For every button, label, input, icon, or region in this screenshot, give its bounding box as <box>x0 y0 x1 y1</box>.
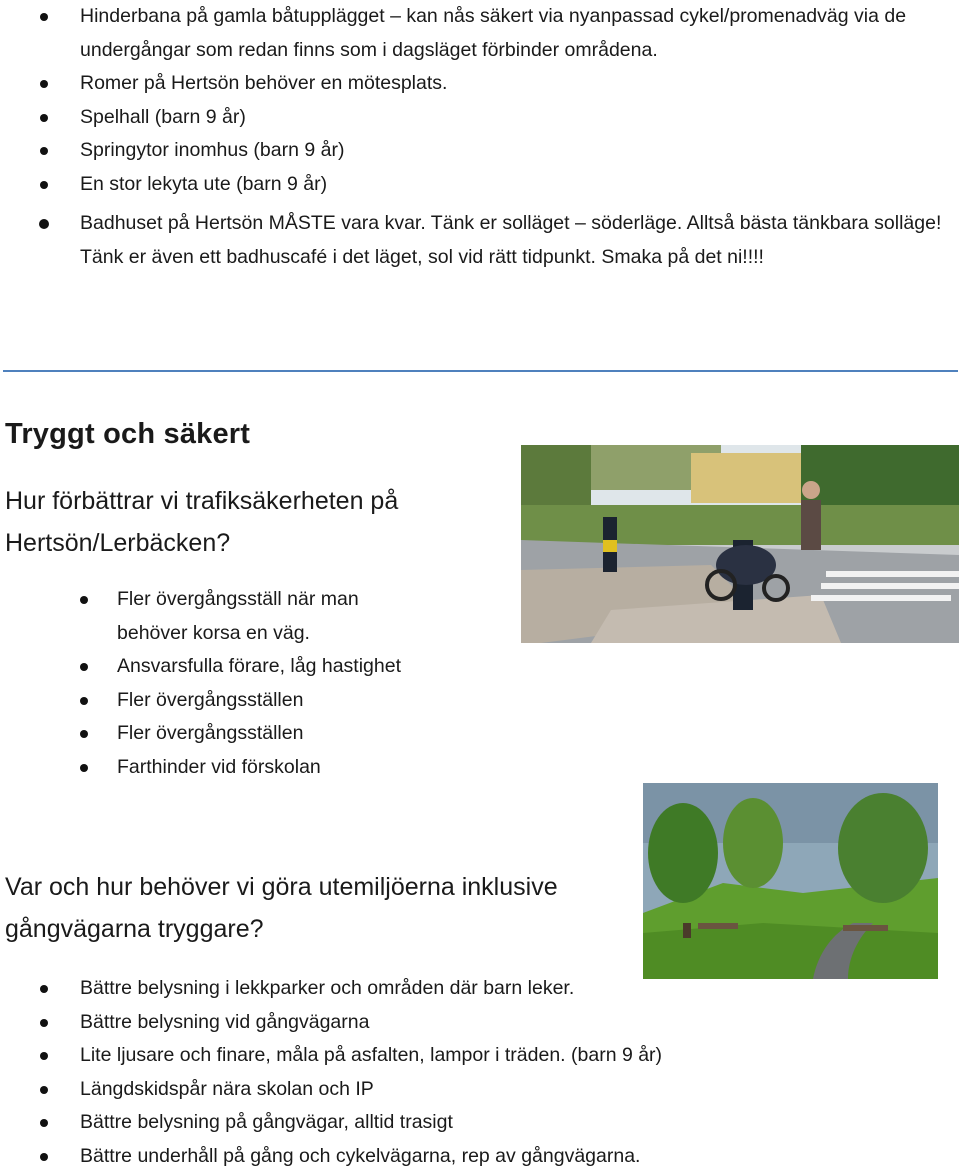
outdoor-bullet-list <box>0 972 950 1173</box>
list-item: Bättre belysning vid gångvägarna <box>0 1006 950 1040</box>
list-item: Farthinder vid förskolan <box>0 751 420 785</box>
list-item: Fler övergångsställen <box>0 717 420 751</box>
list-item: Längdskidspår nära skolan och IP <box>0 1073 950 1107</box>
list-item: Fler övergångsställen <box>0 684 420 718</box>
list-item: Badhuset på Hertsön MÅSTE vara kvar. Tänk er solläget – söderläge. Alltså bästa tänkbara solläge! Tänk er även ett badhuscafé i det läget, sol vid rätt tidpunkt. Smaka på det ni!!!! <box>0 207 950 274</box>
list-item: Bättre underhåll på gång och cykelvägarna, rep av gångvägarna. <box>0 1140 950 1173</box>
park-path-photo <box>643 783 938 979</box>
traffic-bullet-list <box>0 583 420 784</box>
traffic-safety-question: Hur förbättrar vi trafiksäkerheten på Hertsön/Lerbäcken? <box>5 480 505 564</box>
list-item: Bättre belysning på gångvägar, alltid trasigt <box>0 1106 950 1140</box>
list-item: Ansvarsfulla förare, låg hastighet <box>0 650 420 684</box>
list-item: En stor lekyta ute (barn 9 år) <box>0 168 950 202</box>
list-item: Bättre belysning i lekkparker och områden där barn leker. <box>0 972 950 1006</box>
top-bullet-list <box>0 0 950 274</box>
list-item: Springytor inomhus (barn 9 år) <box>0 134 950 168</box>
section-divider <box>3 370 958 372</box>
list-item: Lite ljusare och finare, måla på asfalten, lampor i träden. (barn 9 år) <box>0 1039 950 1073</box>
section-title: Tryggt och säkert <box>5 418 250 451</box>
list-item: Fler övergångsställ när man behöver korsa en väg. <box>0 583 420 650</box>
crosswalk-photo <box>521 445 959 643</box>
outdoor-safety-question: Var och hur behöver vi göra utemiljöerna inklusive gångvägarna tryggare? <box>5 866 645 950</box>
list-item: Spelhall (barn 9 år) <box>0 101 950 135</box>
list-item: Romer på Hertsön behöver en mötesplats. <box>0 67 950 101</box>
list-item: Hinderbana på gamla båtupplägget – kan nås säkert via nyanpassad cykel/promenadväg via de undergångar som redan finns som i dagsläget förbinder områdena. <box>0 0 950 67</box>
